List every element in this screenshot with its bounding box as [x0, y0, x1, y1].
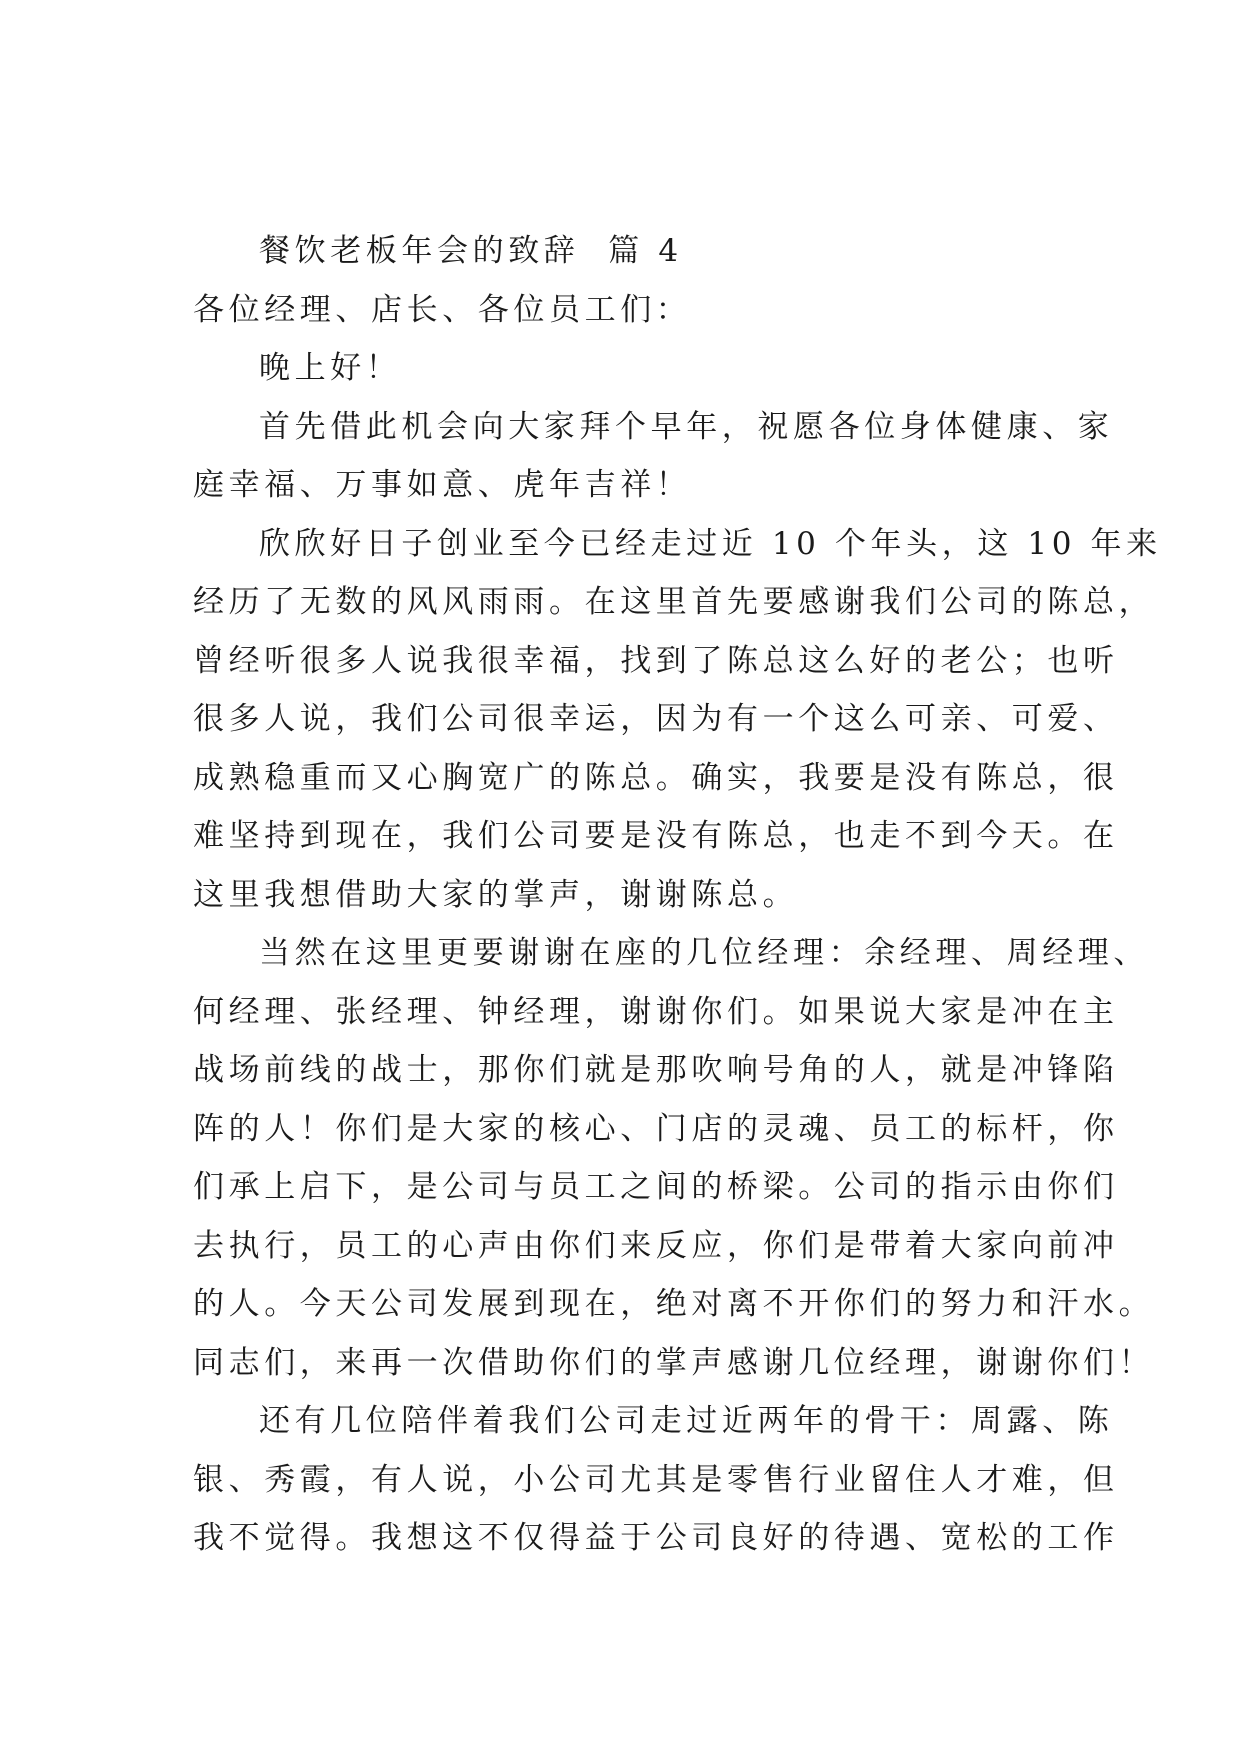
paragraph-line: 难坚持到现在，我们公司要是没有陈总，也走不到今天。在 — [193, 818, 1119, 854]
paragraph-line: 阵的人！你们是大家的核心、门店的灵魂、员工的标杆，你 — [193, 1110, 1119, 1147]
paragraph-line: 去执行，员工的心声由你们来反应，你们是带着大家向前冲 — [193, 1227, 1119, 1264]
paragraph-line: 曾经听很多人说我很幸福，找到了陈总这么好的老公；也听 — [193, 642, 1119, 679]
paragraph-line: 的人。今天公司发展到现在，绝对离不开你们的努力和汗水。 — [193, 1286, 1155, 1322]
paragraph-line: 战场前线的战士，那你们就是那吹响号角的人，就是冲锋陷 — [193, 1052, 1119, 1088]
paragraph-line: 很多人说，我们公司很幸运，因为有一个这么可亲、可爱、 — [193, 701, 1119, 737]
paragraph-line: 当然在这里更要谢谢在座的几位经理：余经理、周经理、 — [259, 935, 1149, 971]
paragraph-line: 们承上启下，是公司与员工之间的桥梁。公司的指示由你们 — [193, 1169, 1119, 1205]
paragraph-line: 银、秀霞，有人说，小公司尤其是零售行业留住人才难，但 — [193, 1461, 1119, 1498]
paragraph-line: 经历了无数的风风雨雨。在这里首先要感谢我们公司的陈总， — [193, 584, 1155, 620]
salutation: 各位经理、店长、各位员工们： — [193, 291, 692, 328]
greeting: 晚上好！ — [259, 350, 402, 386]
paragraph-line: 欣欣好日子创业至今已经走过近 10 个年头，这 10 年来 — [259, 525, 1162, 562]
paragraph-line: 这里我想借助大家的掌声，谢谢陈总。 — [193, 876, 799, 913]
paragraph-line: 成熟稳重而又心胸宽广的陈总。确实，我要是没有陈总，很 — [193, 759, 1119, 796]
paragraph-line: 首先借此机会向大家拜个早年，祝愿各位身体健康、家 — [259, 408, 1114, 445]
paragraph-line: 还有几位陪伴着我们公司走过近两年的骨干：周露、陈 — [259, 1403, 1114, 1439]
document-body — [193, 222, 1162, 1568]
document-title: 餐饮老板年会的致辞 篇 4 — [259, 233, 683, 269]
paragraph-line: 同志们，来再一次借助你们的掌声感谢几位经理，谢谢你们！ — [193, 1344, 1155, 1381]
paragraph-line: 我不觉得。我想这不仅得益于公司良好的待遇、宽松的工作 — [193, 1520, 1119, 1556]
paragraph-line: 何经理、张经理、钟经理，谢谢你们。如果说大家是冲在主 — [193, 993, 1119, 1030]
paragraph-line: 庭幸福、万事如意、虎年吉祥！ — [193, 467, 692, 503]
